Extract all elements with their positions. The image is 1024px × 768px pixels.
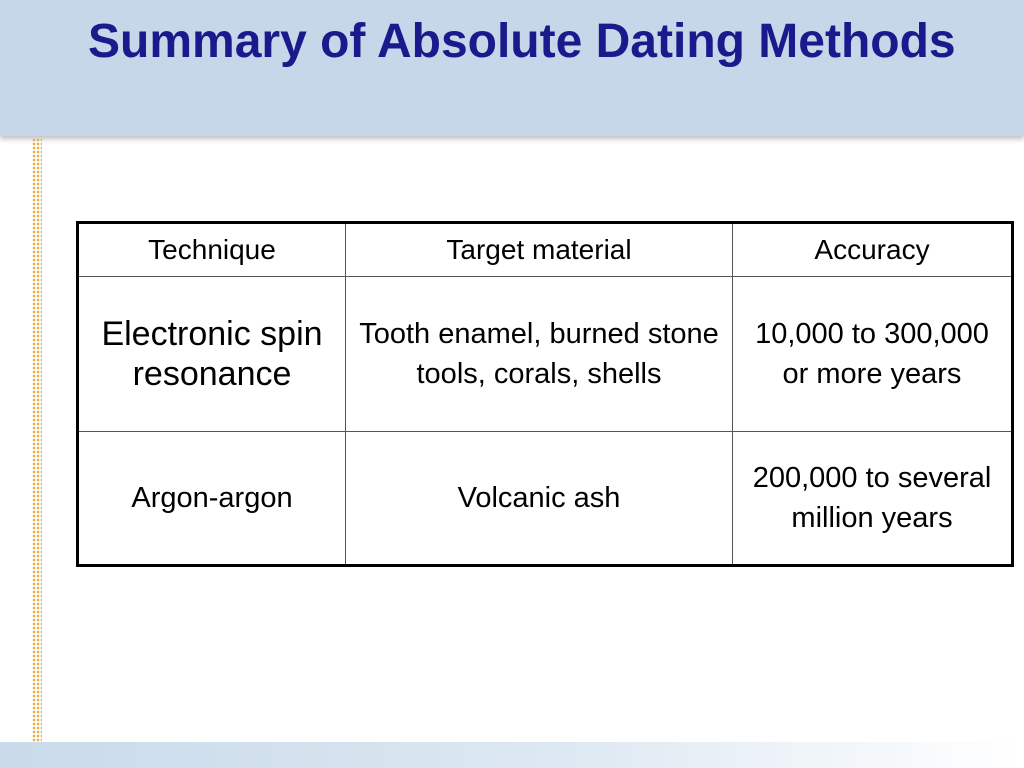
table-container bbox=[76, 221, 992, 561]
title-band bbox=[0, 0, 1024, 136]
table-row bbox=[78, 432, 1013, 566]
header-target-material: Target material bbox=[346, 223, 733, 277]
table-row bbox=[78, 277, 1013, 432]
decorative-dotted-rule bbox=[32, 138, 42, 744]
header-technique: Technique bbox=[78, 223, 346, 277]
cell-technique: Electronic spin resonance bbox=[78, 277, 346, 432]
dating-methods-table bbox=[76, 221, 1014, 567]
table-header-row bbox=[78, 223, 1013, 277]
cell-technique: Argon-argon bbox=[78, 432, 346, 566]
footer-band bbox=[0, 742, 1024, 768]
header-accuracy: Accuracy bbox=[733, 223, 1013, 277]
cell-accuracy: 10,000 to 300,000 or more years bbox=[733, 277, 1013, 432]
cell-target-material: Tooth enamel, burned stone tools, corals, shells bbox=[346, 277, 733, 432]
cell-accuracy: 200,000 to several million years bbox=[733, 432, 1013, 566]
cell-target-material: Volcanic ash bbox=[346, 432, 733, 566]
slide-title: Summary of Absolute Dating Methods bbox=[88, 15, 956, 68]
